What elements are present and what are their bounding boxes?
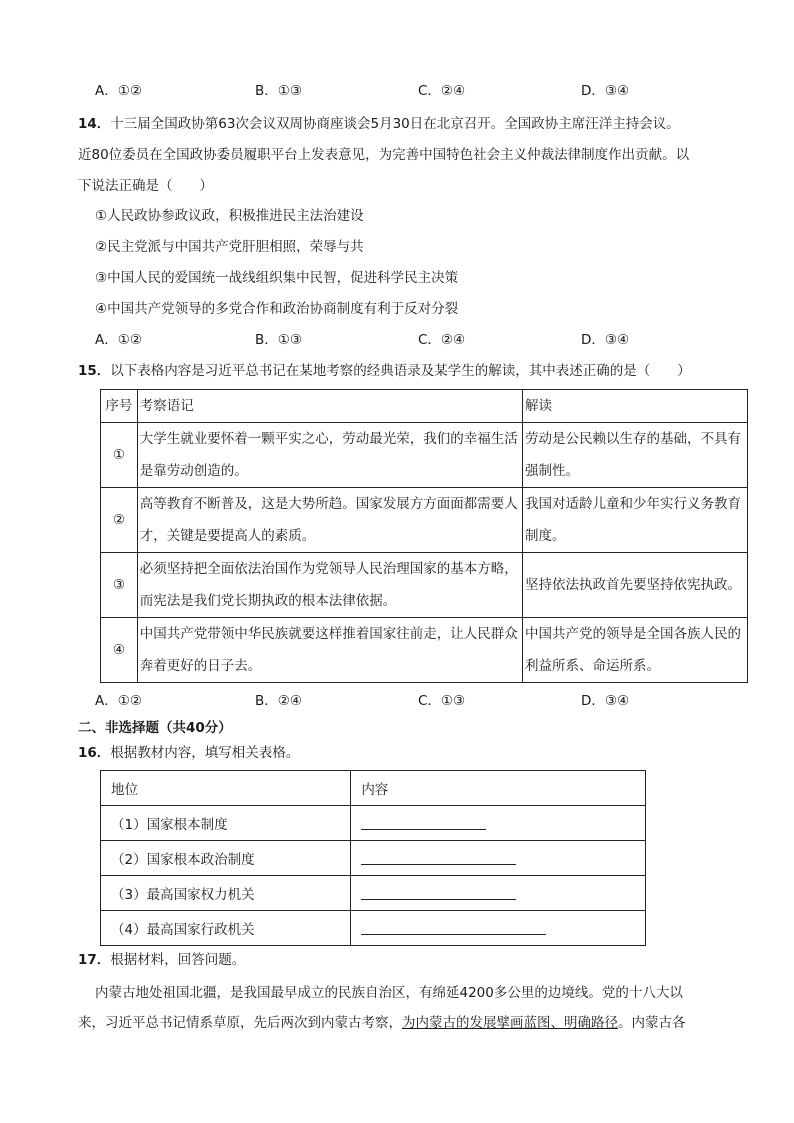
q15-row-reading: 我国对适龄儿童和少年实行义务教育制度。 <box>523 488 748 553</box>
q15-header-no: 序号 <box>101 390 138 423</box>
q16-table <box>100 770 646 946</box>
q15-number: 15． <box>78 363 111 379</box>
q15-table-header <box>101 390 748 423</box>
q15-option-d[interactable]: D．③④ <box>581 693 630 709</box>
q16-header-content: 内容 <box>351 771 646 806</box>
q16-table-row <box>101 911 646 946</box>
q15-stem-line <box>78 361 691 381</box>
q15-row-no: ④ <box>101 618 138 683</box>
q14-stem-text1: 十三届全国政协第63次会议双周协商座谈会5月30日在北京召开。全国政协主席汪洋主持会议。 <box>110 116 680 132</box>
q15-row-quote: 中国共产党带领中华民族就要这样推着国家往前走，让人民群众奔着更好的日子去。 <box>137 618 522 683</box>
q15-table-row <box>101 423 748 488</box>
q15-row-reading: 坚持依法执政首先要坚持依宪执政。 <box>523 553 748 618</box>
q15-row-quote: 必须坚持把全面依法治国作为党领导人民治理国家的基本方略，而宪法是我们党长期执政的根本法律依据。 <box>137 553 522 618</box>
q15-row-reading: 劳动是公民赖以生存的基础，不具有强制性。 <box>523 423 748 488</box>
q14-option-a[interactable]: A．①② <box>95 332 142 348</box>
q13-option-b[interactable]: B．①③ <box>255 83 302 99</box>
q15-option-b[interactable]: B．②④ <box>255 693 302 709</box>
q16-row-label: （1）国家根本制度 <box>101 806 351 841</box>
q16-row-label: （4）最高国家行政机关 <box>101 911 351 946</box>
q13-option-c[interactable]: C．②④ <box>418 83 466 99</box>
q14-item-2: ②民主党派与中国共产党肝胆相照，荣辱与共 <box>95 239 364 255</box>
q14-option-c[interactable]: C．②④ <box>418 332 466 348</box>
section-2-heading: 二、非选择题（共40分） <box>78 720 232 736</box>
q17-material-line1: 内蒙古地处祖国北疆，是我国最早成立的民族自治区，有绵延4200多公里的边境线。党的十八大以 <box>95 985 683 1001</box>
q16-row-label: （2）国家根本政治制度 <box>101 841 351 876</box>
q15-row-quote: 高等教育不断普及，这是大势所趋。国家发展方方面面都需要人才，关键是要提高人的素质。 <box>137 488 522 553</box>
q16-header-status: 地位 <box>101 771 351 806</box>
q16-answer-blank[interactable] <box>351 911 646 946</box>
q15-header-reading: 解读 <box>523 390 748 423</box>
q14-stem-line2: 近80位委员在全国政协委员履职平台上发表意见，为完善中国特色社会主义仲裁法律制度作出贡献。以 <box>78 147 690 163</box>
q14-stem-line3: 下说法正确是（ ） <box>78 178 213 194</box>
q17-material-text-b: 。内蒙古各 <box>618 1015 686 1031</box>
q14-option-d[interactable]: D．③④ <box>581 332 630 348</box>
q15-header-quote: 考察语记 <box>137 390 522 423</box>
q15-row-no: ② <box>101 488 138 553</box>
q16-answer-blank[interactable] <box>351 876 646 911</box>
q17-material-text-a: 来，习近平总书记情系草原，先后两次到内蒙古考察， <box>78 1015 402 1031</box>
q15-row-reading: 中国共产党的领导是全国各族人民的利益所系、命运所系。 <box>523 618 748 683</box>
q16-answer-blank[interactable] <box>351 841 646 876</box>
q14-item-3: ③中国人民的爱国统一战线组织集中民智，促进科学民主决策 <box>95 270 459 286</box>
q16-table-row <box>101 841 646 876</box>
q16-table-header <box>101 771 646 806</box>
q14-item-1: ①人民政协参政议政，积极推进民主法治建设 <box>95 208 364 224</box>
q14-stem-line1 <box>78 114 680 134</box>
q16-row-label: （3）最高国家权力机关 <box>101 876 351 911</box>
q15-row-quote: 大学生就业要怀着一颗平实之心，劳动最光荣，我们的幸福生活是靠劳动创造的。 <box>137 423 522 488</box>
q15-table-row <box>101 553 748 618</box>
q15-option-a[interactable]: A．①② <box>95 693 142 709</box>
q16-table-row <box>101 806 646 841</box>
q16-stem-line <box>78 743 299 763</box>
q15-row-no: ① <box>101 423 138 488</box>
q14-number: 14． <box>78 116 111 132</box>
q15-row-no: ③ <box>101 553 138 618</box>
q15-stem-text: 以下表格内容是习近平总书记在某地考察的经典语录及某学生的解读，其中表述正确的是（ ） <box>110 363 691 379</box>
q15-option-c[interactable]: C．①③ <box>418 693 466 709</box>
q16-number: 16． <box>78 745 111 761</box>
q16-stem-text: 根据教材内容，填写相关表格。 <box>110 745 300 761</box>
q17-stem-text: 根据材料，回答问题。 <box>110 952 246 968</box>
q17-material-line2 <box>78 1013 686 1033</box>
q14-option-b[interactable]: B．①③ <box>255 332 302 348</box>
q16-table-row <box>101 876 646 911</box>
q14-options <box>95 330 655 350</box>
q13-options <box>95 81 655 101</box>
q17-number: 17． <box>78 952 111 968</box>
q13-option-a[interactable]: A．①② <box>95 83 142 99</box>
q17-stem-line <box>78 950 245 970</box>
q14-item-4: ④中国共产党领导的多党合作和政治协商制度有利于反对分裂 <box>95 301 459 317</box>
q15-table-row <box>101 618 748 683</box>
q13-option-d[interactable]: D．③④ <box>581 83 630 99</box>
q15-options <box>95 691 655 711</box>
q15-table-row <box>101 488 748 553</box>
q15-table <box>100 389 748 683</box>
q17-underlined-phrase: 为内蒙古的发展擘画蓝图、明确路径 <box>402 1015 618 1031</box>
q16-answer-blank[interactable] <box>351 806 646 841</box>
